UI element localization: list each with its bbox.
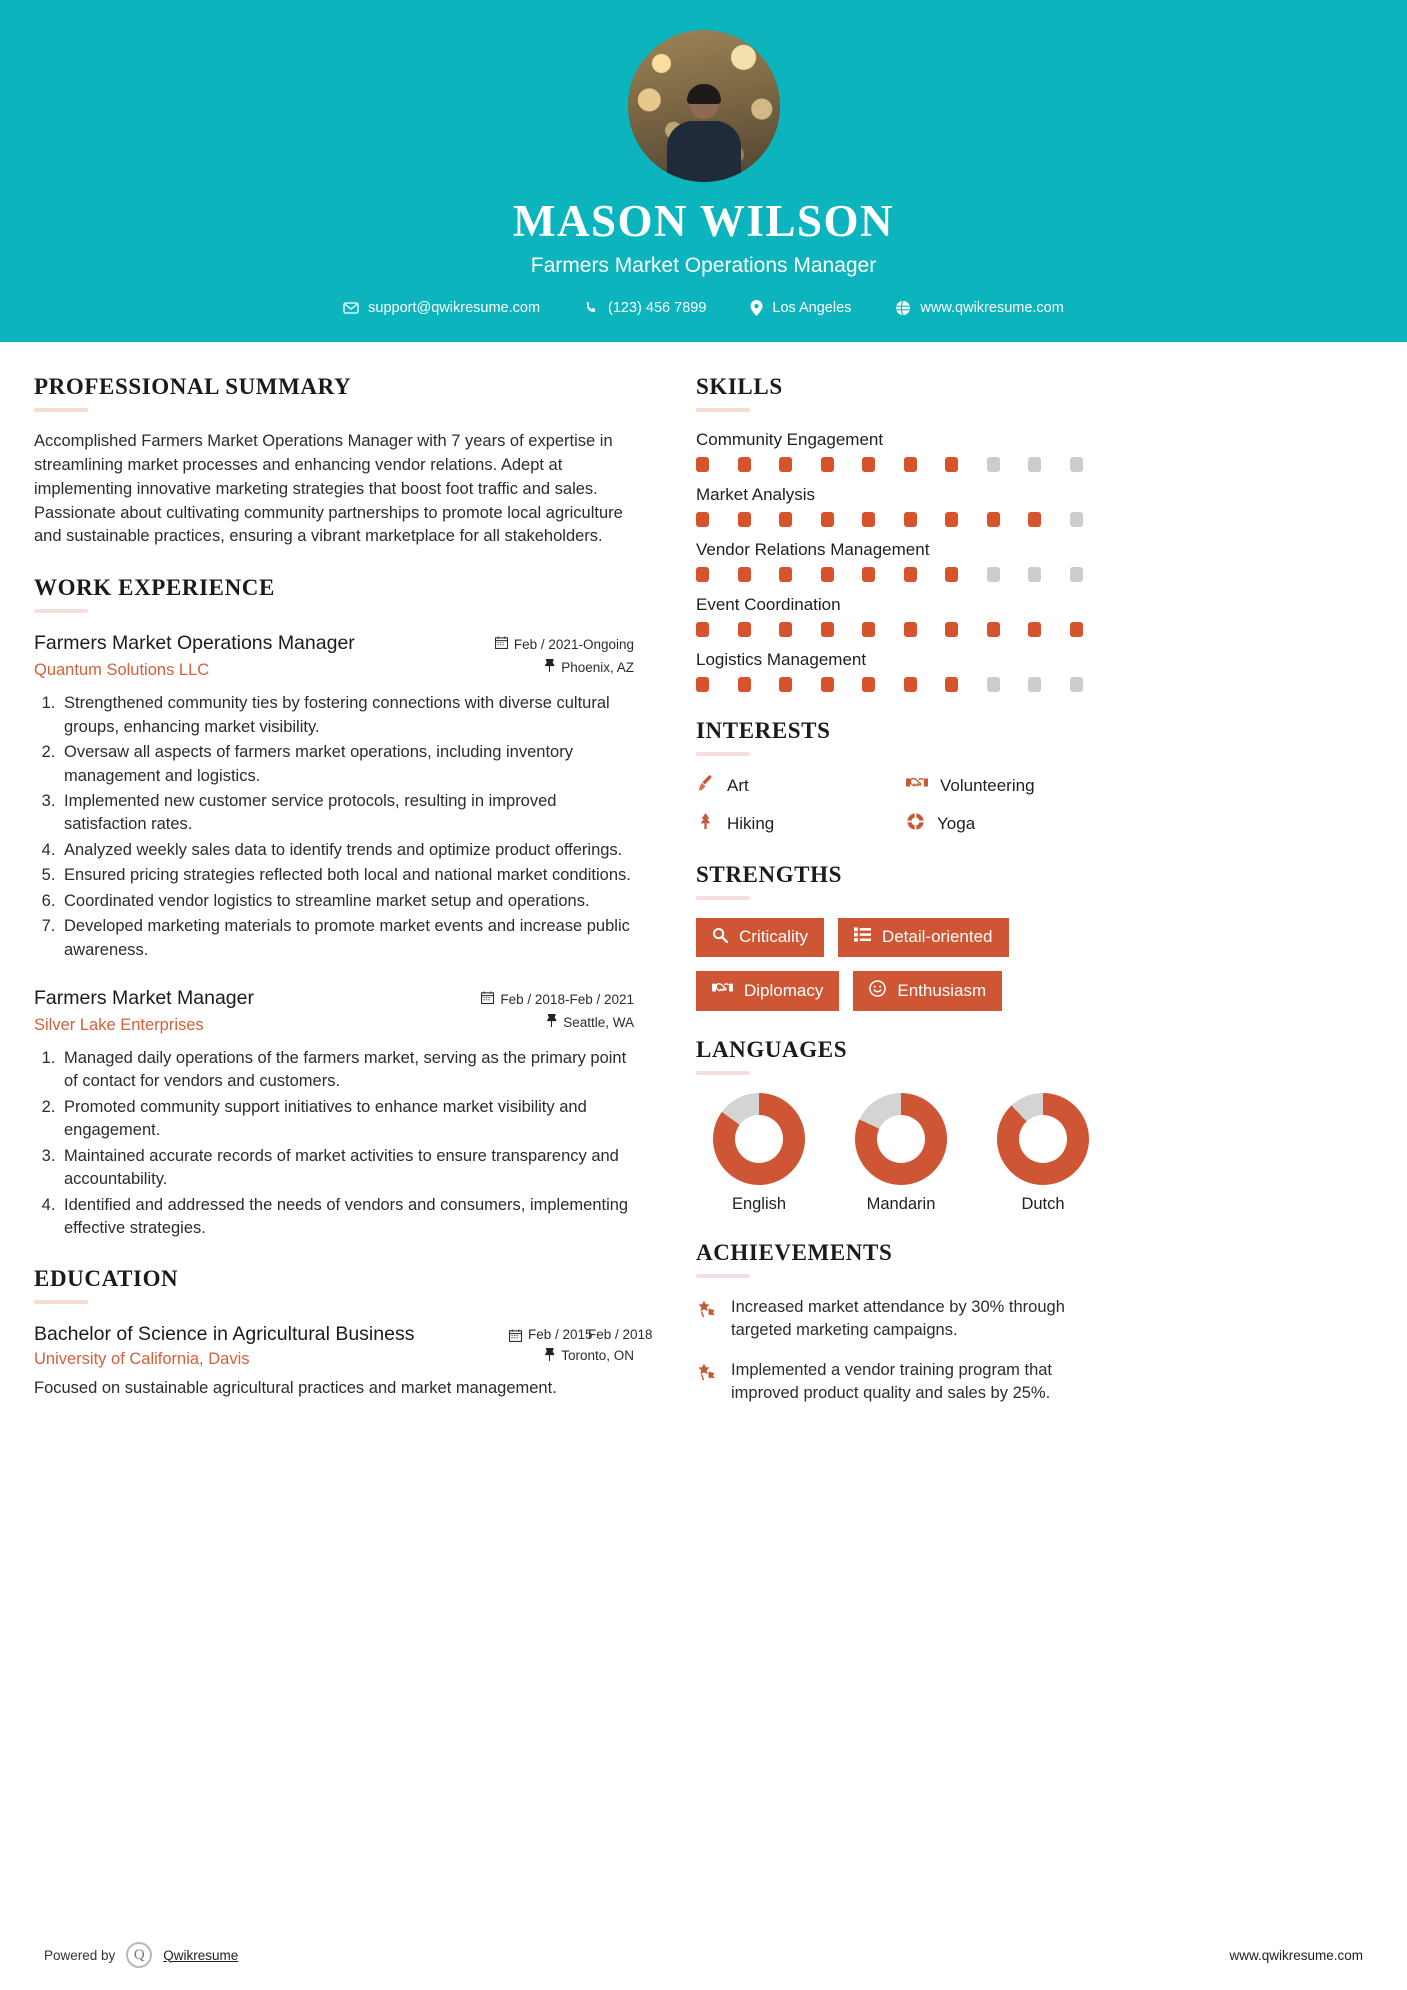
skill-rating — [696, 512, 1106, 527]
work-bullet: 6. Coordinated vendor logistics to streamline market setup and operations. — [60, 890, 634, 913]
work-entry-header — [34, 986, 634, 1014]
footer-brand — [44, 1942, 238, 1968]
skill-dot — [862, 457, 875, 472]
education-degree: Bachelor of Science in Agricultural Business — [34, 1323, 415, 1346]
skill-dot — [862, 677, 875, 692]
education-dates — [528, 1327, 653, 1344]
skill-dot — [904, 567, 917, 582]
work-bullet: 7. Developed marketing materials to promote market events and increase public awareness. — [60, 915, 634, 962]
qwikresume-logo-icon — [126, 1942, 152, 1968]
section-title-skills: SKILLS — [696, 373, 783, 399]
skill-dot — [821, 677, 834, 692]
contact-email[interactable] — [321, 300, 562, 316]
work-dates-row — [474, 991, 634, 1007]
work-job-title: Farmers Market Manager — [34, 987, 254, 1009]
section-title-achievements: ACHIEVEMENTS — [696, 1239, 893, 1265]
section-rule — [696, 1071, 750, 1075]
email-icon — [343, 300, 359, 316]
pin-icon — [546, 1014, 557, 1030]
achievement-text: Increased market attendance by 30% through targeted marketing campaigns. — [731, 1297, 1065, 1340]
strengths-list — [696, 918, 1106, 1011]
interest-label: Hiking — [727, 813, 775, 833]
resume-footer — [0, 1918, 1407, 1990]
strength-label: Diplomacy — [744, 980, 824, 1000]
skill-item — [696, 650, 1106, 692]
language-label: English — [731, 1194, 787, 1213]
calendar-icon — [495, 636, 508, 652]
skill-dot — [779, 512, 792, 527]
skill-label: Market Analysis — [696, 484, 816, 504]
work-meta — [474, 631, 634, 659]
skill-dot — [779, 567, 792, 582]
skill-dot — [1070, 512, 1083, 527]
skill-rating — [696, 622, 1106, 637]
interest-item — [696, 812, 896, 836]
skill-item — [696, 540, 1106, 582]
skill-dot — [1070, 622, 1083, 637]
skill-dot — [821, 622, 834, 637]
achievement-item — [696, 1296, 1106, 1343]
work-bullets — [34, 692, 634, 962]
work-location: Phoenix, AZ — [561, 659, 634, 675]
skill-item — [696, 430, 1106, 472]
skill-dot — [945, 622, 958, 637]
contact-phone-text: (123) 456 7899 — [608, 299, 707, 316]
footer-brand-link[interactable]: Qwikresume — [163, 1947, 239, 1963]
language-item — [696, 1093, 822, 1214]
skill-dot — [904, 457, 917, 472]
section-education — [34, 1266, 653, 1400]
education-dates-row — [474, 1327, 653, 1347]
interest-label: Yoga — [937, 813, 976, 833]
skill-label: Vendor Relations Management — [696, 539, 930, 559]
skill-dot — [821, 567, 834, 582]
phone-icon — [584, 300, 599, 315]
skill-dot — [904, 677, 917, 692]
work-bullet: 1. Managed daily operations of the farmers market, serving as the primary point of contact for vendors and customers. — [60, 1047, 634, 1094]
skill-dot — [945, 677, 958, 692]
work-meta — [474, 986, 634, 1014]
footer-website[interactable]: www.qwikresume.com — [1229, 1947, 1363, 1963]
interest-item — [906, 774, 1106, 798]
section-professional-summary — [34, 374, 634, 550]
avatar-body — [667, 121, 741, 182]
section-title-interests: INTERESTS — [696, 717, 831, 743]
skill-dot — [987, 457, 1000, 472]
work-job-title: Farmers Market Operations Manager — [34, 632, 355, 655]
work-location: Seattle, WA — [563, 1014, 634, 1030]
section-languages — [696, 1037, 1106, 1214]
contact-email-text: support@qwikresume.com — [368, 299, 541, 316]
contact-location-text: Los Angeles — [772, 299, 852, 316]
strength-label: Criticality — [739, 927, 808, 947]
section-skills — [696, 374, 1106, 692]
work-bullet: 2. Promoted community support initiatives to enhance market visibility and engagement. — [60, 1096, 634, 1143]
language-label: Dutch — [1021, 1194, 1065, 1213]
skills-list — [696, 430, 1106, 692]
pin-icon — [544, 1348, 555, 1364]
calendar-icon — [481, 991, 494, 1007]
work-bullet: 5. Ensured pricing strategies reflected both local and national market conditions. — [60, 864, 634, 887]
section-achievements — [696, 1240, 1106, 1406]
work-entry — [34, 986, 634, 1240]
work-bullet: 3. Maintained accurate records of market activities to ensure transparency and accountability. — [60, 1145, 634, 1192]
work-location-row — [474, 1014, 634, 1030]
work-dates: Feb / 2021-Ongoing — [513, 636, 634, 652]
globe-icon — [895, 300, 911, 316]
work-bullet: 2. Oversaw all aspects of farmers market operations, including inventory management and logistics. — [60, 741, 634, 788]
section-title-work: WORK EXPERIENCE — [34, 575, 275, 601]
avatar-head — [689, 86, 719, 119]
resume-body — [0, 342, 1407, 1918]
work-entry — [34, 631, 634, 962]
contact-phone[interactable] — [562, 300, 728, 316]
education-description: Focused on sustainable agricultural practices and market management. — [34, 1378, 557, 1397]
work-entry-subheader — [34, 1014, 634, 1035]
section-rule — [34, 1300, 88, 1304]
skill-label: Event Coordination — [696, 594, 841, 614]
skill-dot — [779, 457, 792, 472]
skill-dot — [1028, 622, 1041, 637]
right-column — [696, 374, 1106, 1918]
interest-label: Art — [727, 775, 749, 795]
skill-rating — [696, 457, 1106, 472]
pin-icon — [544, 659, 555, 675]
education-date-start: Feb / 2015 — [528, 1327, 593, 1343]
education-school: University of California, Davis — [34, 1349, 250, 1368]
contact-website-text: www.qwikresume.com — [920, 299, 1064, 316]
skill-dot — [779, 677, 792, 692]
interest-item — [906, 812, 1106, 836]
section-title-languages: LANGUAGES — [696, 1036, 848, 1062]
skill-dot — [696, 512, 709, 527]
section-rule — [696, 752, 750, 756]
skill-dot — [904, 512, 917, 527]
skill-dot — [1028, 567, 1041, 582]
work-company: Silver Lake Enterprises — [34, 1016, 204, 1034]
achievement-item — [696, 1359, 1106, 1406]
list-icon — [854, 927, 871, 947]
work-bullet: 4. Identified and addressed the needs of vendors and consumers, implementing effective strategies. — [60, 1194, 634, 1241]
skill-dot — [945, 457, 958, 472]
work-company: Quantum Solutions LLC — [34, 661, 210, 680]
language-item — [838, 1093, 964, 1214]
calendar-icon — [509, 1327, 522, 1347]
resume-header — [0, 0, 1407, 342]
skill-dot — [1070, 457, 1083, 472]
strength-label: Enthusiasm — [897, 980, 987, 1000]
section-title-strengths: STRENGTHS — [696, 861, 843, 887]
education-entry-subheader — [34, 1348, 634, 1369]
work-bullet: 4. Analyzed weekly sales data to identify trends and optimize product offerings. — [60, 839, 634, 862]
skill-dot — [696, 567, 709, 582]
skill-dot — [738, 622, 751, 637]
smiley-icon — [869, 980, 886, 1002]
skill-dot — [696, 622, 709, 637]
skill-dot — [779, 622, 792, 637]
work-dates-row — [474, 636, 634, 652]
education-location: Toronto, ON — [561, 1348, 634, 1364]
education-location-wrap — [474, 1348, 634, 1364]
work-bullet: 3. Implemented new customer service protocols, resulting in improved satisfaction rates. — [60, 790, 634, 837]
skill-dot — [987, 677, 1000, 692]
section-rule — [34, 609, 88, 613]
handshake-icon — [906, 774, 928, 797]
skill-dot — [987, 622, 1000, 637]
strength-label: Detail-oriented — [881, 927, 993, 947]
award-star-icon — [696, 1296, 718, 1324]
skill-dot — [738, 677, 751, 692]
skill-dot — [945, 512, 958, 527]
job-role-subtitle: Farmers Market Operations Manager — [530, 253, 877, 277]
section-rule — [696, 896, 750, 900]
skill-label: Community Engagement — [696, 429, 884, 449]
language-donut-chart — [855, 1093, 947, 1185]
work-dates: Feb / 2018-Feb / 2021 — [500, 991, 634, 1007]
skill-dot — [987, 512, 1000, 527]
skill-dot — [696, 457, 709, 472]
skill-dot — [1028, 512, 1041, 527]
education-location-row — [474, 1348, 634, 1364]
work-entry-header — [34, 631, 634, 659]
language-item — [980, 1093, 1106, 1214]
interest-label: Volunteering — [940, 775, 1035, 795]
contact-website[interactable] — [873, 300, 1085, 316]
skill-dot — [987, 567, 1000, 582]
avatar-person — [667, 86, 741, 182]
skill-dot — [1028, 677, 1041, 692]
section-strengths — [696, 862, 1106, 1011]
skill-dot — [1070, 567, 1083, 582]
section-rule — [696, 408, 750, 412]
work-location-wrap — [474, 659, 634, 675]
summary-text: Accomplished Farmers Market Operations Manager with 7 years of expertise in streamlining market processes and enhancing vendor relations. Adept at implementing innovative marketing strategies that boost foot traffic and sales. Passionate about cultivating community partnerships to promote local agriculture and sustainable practices, ensuring a vibrant marketplace for all stakeholders. — [34, 431, 623, 546]
section-interests — [696, 718, 1106, 836]
language-label: Mandarin — [866, 1194, 936, 1213]
interest-item — [696, 774, 896, 798]
contact-location[interactable] — [728, 300, 873, 316]
strength-chip-enthusiasm — [853, 971, 1002, 1011]
education-meta — [474, 1322, 653, 1347]
education-entry-header — [34, 1322, 653, 1347]
section-title-summary: PROFESSIONAL SUMMARY — [34, 373, 352, 399]
skill-dot — [738, 512, 751, 527]
strength-chip-diplomacy — [696, 971, 839, 1011]
page-title: MASON WILSON — [513, 196, 894, 246]
work-bullet: 1. Strengthened community ties by fostering connections with diverse cultural groups, enhancing market visibility. — [60, 692, 634, 739]
location-icon — [750, 300, 763, 316]
skill-rating — [696, 677, 1106, 692]
skill-label: Logistics Management — [696, 649, 867, 669]
skill-item — [696, 485, 1106, 527]
handshake-icon — [712, 980, 733, 1001]
skill-dot — [1028, 457, 1041, 472]
avatar-hair — [687, 84, 721, 104]
education-date-end: Feb / 2018 — [588, 1327, 653, 1343]
language-donut-chart — [713, 1093, 805, 1185]
skill-dot — [862, 512, 875, 527]
paintbrush-icon — [696, 774, 715, 798]
skill-dot — [738, 457, 751, 472]
skill-dot — [821, 512, 834, 527]
section-rule — [34, 408, 88, 412]
section-title-education: EDUCATION — [34, 1266, 179, 1292]
skill-item — [696, 595, 1106, 637]
interests-grid — [696, 774, 1106, 836]
work-location-wrap — [474, 1014, 634, 1030]
section-rule — [696, 1274, 750, 1278]
logo-letter: Q — [133, 1946, 145, 1963]
skill-rating — [696, 567, 1106, 582]
skill-dot — [738, 567, 751, 582]
achievement-text: Implemented a vendor training program that improved product quality and sales by 25%. — [731, 1360, 1053, 1403]
tree-icon — [696, 812, 715, 836]
work-entry-subheader — [34, 659, 634, 680]
skill-dot — [904, 622, 917, 637]
languages-list — [696, 1093, 1106, 1214]
skill-dot — [821, 457, 834, 472]
footer-powered-by-label: Powered by — [44, 1947, 116, 1963]
left-column — [34, 373, 653, 1918]
work-location-row — [474, 659, 634, 675]
avatar — [628, 30, 780, 182]
skill-dot — [862, 622, 875, 637]
skill-dot — [1070, 677, 1083, 692]
strength-chip-criticality — [696, 918, 824, 957]
work-bullets — [34, 1047, 634, 1240]
contact-bar — [0, 300, 1407, 316]
skill-dot — [862, 567, 875, 582]
award-star-icon — [696, 1359, 718, 1387]
strength-chip-detail-oriented — [838, 918, 1009, 957]
skill-dot — [696, 677, 709, 692]
lifebuoy-icon — [906, 812, 925, 836]
search-icon — [712, 927, 728, 948]
language-donut-chart — [997, 1093, 1089, 1185]
skill-dot — [945, 567, 958, 582]
section-work-experience — [34, 575, 634, 1240]
